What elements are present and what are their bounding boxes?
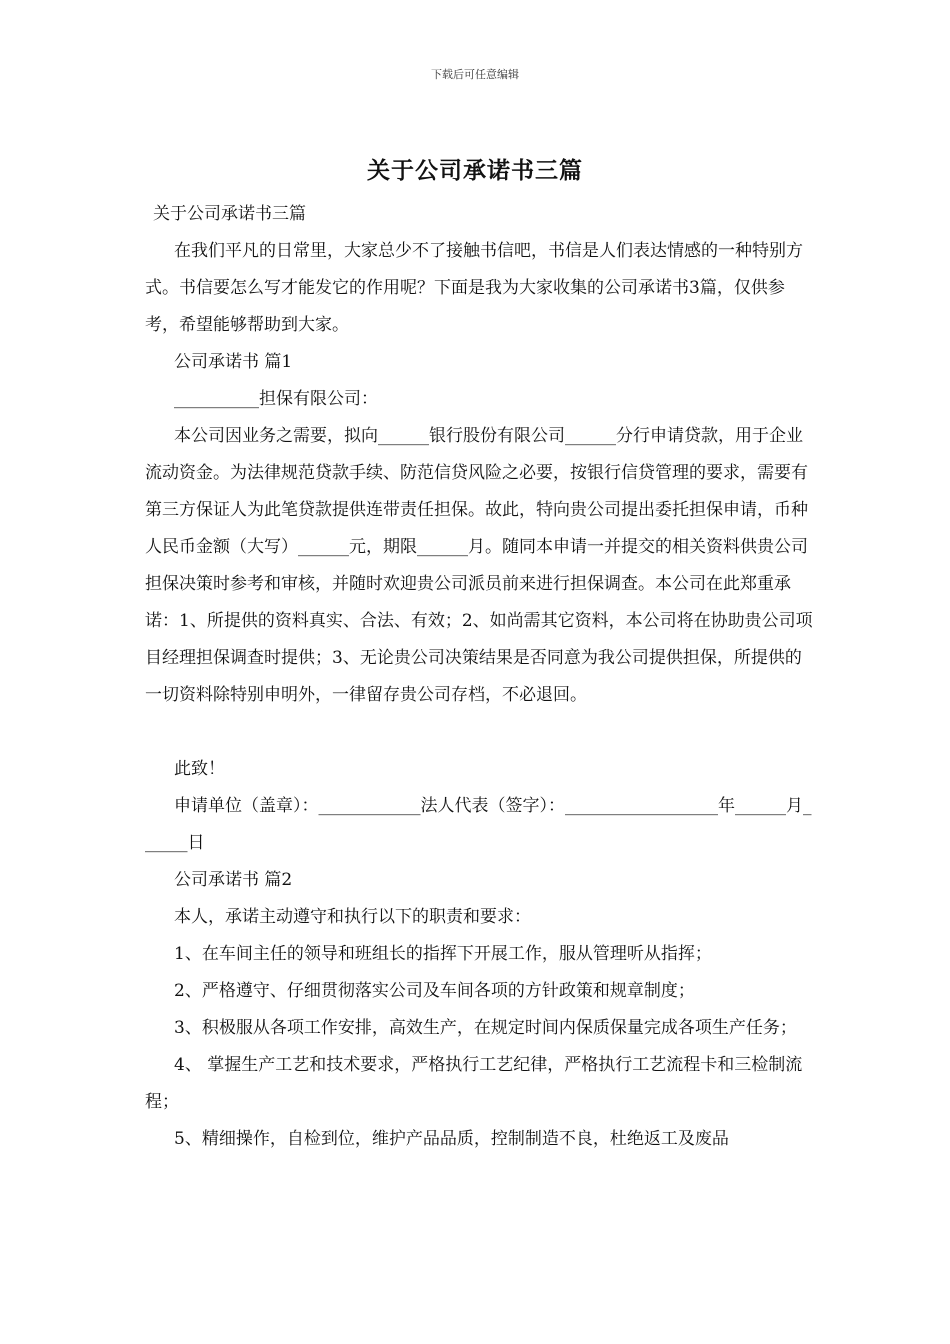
paragraph-application: 本公司因业务之需要，拟向______银行股份有限公司______分行申请贷款，用于企业流动资金。为法律规范贷款手续、防范信贷风险之必要，按银行信贷管理的要求，需要有第三方保证人为此笔贷款提供连带责任担保。故此，特向贵公司提出委托担保申请，币种人民币金额（大写）______元，期限______月。随同本申请一并提交的相关资料供贵公司担保决策时参考和审核，并随时欢迎贵公司派员前来进行担保调查。本公司在此郑重承诺：1、所提供的资料真实、合法、有效；2、如尚需其它资料，本公司将在协助贵公司项目经理担保调查时提供；3、无论贵公司决策结果是否同意为我公司提供担保，所提供的一切资料除特别申明外，一律留存贵公司存档，不必退回。 [145,426,813,705]
header-note: 下载后可任意编辑 [431,68,519,81]
paragraph-subtitle: 关于公司承诺书三篇 [153,204,306,224]
signature-line: 申请单位（盖章）：____________法人代表（签字）：__________________年______月______日 [145,796,812,853]
document-body [145,196,815,1158]
closing-salutation: 此致！ [174,759,225,779]
list-item: 1、在车间主任的领导和班组长的指挥下开展工作，服从管理听从指挥； [174,944,712,964]
addressee-line: __________担保有限公司： [174,389,378,409]
section-heading-1: 公司承诺书 篇1 [174,352,293,372]
paragraph-pledge-intro: 本人，承诺主动遵守和执行以下的职责和要求： [174,907,531,927]
document-title: 关于公司承诺书三篇 [367,157,583,184]
list-item: 2、严格遵守、仔细贯彻落实公司及车间各项的方针政策和规章制度； [174,981,695,1001]
list-item: 4、 掌握生产工艺和技术要求，严格执行工艺纪律，严格执行工艺流程卡和三检制流程； [145,1055,803,1112]
list-item: 3、积极服从各项工作安排，高效生产，在规定时间内保质保量完成各项生产任务； [174,1018,797,1038]
list-item: 5、精细操作，自检到位，维护产品品质，控制制造不良，杜绝返工及废品 [174,1129,729,1149]
paragraph-intro: 在我们平凡的日常里，大家总少不了接触书信吧，书信是人们表达情感的一种特别方式。书信要怎么写才能发它的作用呢？下面是我为大家收集的公司承诺书3篇，仅供参考，希望能够帮助到大家。 [145,241,803,335]
blank-line [145,714,815,751]
section-heading-2: 公司承诺书 篇2 [174,870,293,890]
